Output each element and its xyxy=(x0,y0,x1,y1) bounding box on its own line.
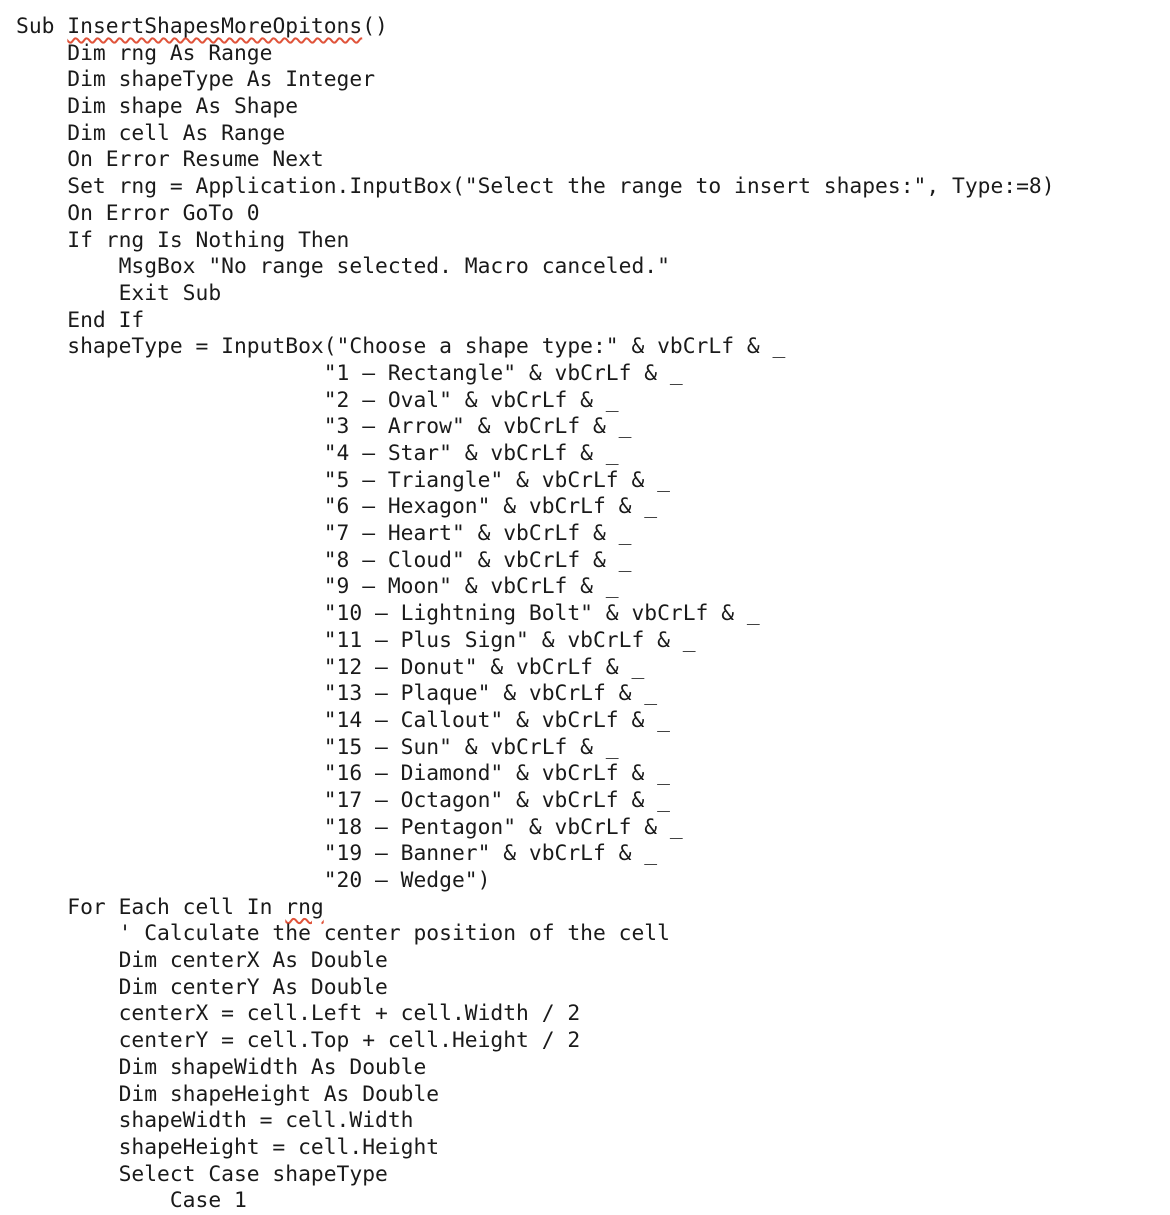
code-line: "11 – Plus Sign" & vbCrLf & _ xyxy=(16,627,696,653)
code-line: "3 – Arrow" & vbCrLf & _ xyxy=(16,414,632,440)
spellcheck-marked-word[interactable]: InsertShapesMoreOpitons xyxy=(67,14,363,39)
code-line: MsgBox "No range selected. Macro canceled." xyxy=(16,254,670,280)
code-line: End If xyxy=(16,307,145,333)
code-block[interactable] xyxy=(16,14,1055,1215)
code-line: Select Case shapeType xyxy=(16,1161,388,1187)
code-line: "17 – Octagon" & vbCrLf & _ xyxy=(16,787,670,813)
code-line: For Each cell In rng xyxy=(16,894,324,920)
code-line: shapeType = InputBox("Choose a shape type:" & vbCrLf & _ xyxy=(16,334,786,360)
code-line: Dim shapeType As Integer xyxy=(16,67,376,93)
code-line: shapeWidth = cell.Width xyxy=(16,1108,414,1134)
code-line: Exit Sub xyxy=(16,280,222,306)
code-line: On Error GoTo 0 xyxy=(16,200,260,226)
code-line: Dim cell As Range xyxy=(16,120,286,146)
code-line: Dim centerX As Double xyxy=(16,948,388,974)
code-line: "1 – Rectangle" & vbCrLf & _ xyxy=(16,360,683,386)
code-line: "15 – Sun" & vbCrLf & _ xyxy=(16,734,619,760)
code-line: "6 – Hexagon" & vbCrLf & _ xyxy=(16,494,658,520)
code-line: "14 – Callout" & vbCrLf & _ xyxy=(16,707,670,733)
code-line: If rng Is Nothing Then xyxy=(16,227,350,253)
code-line: Dim shape As Shape xyxy=(16,94,299,120)
code-line: "5 – Triangle" & vbCrLf & _ xyxy=(16,467,670,493)
code-line: Dim shapeHeight As Double xyxy=(16,1081,440,1107)
code-line: ' Calculate the center position of the cell xyxy=(16,921,670,947)
code-line: Sub InsertShapesMoreOpitons() xyxy=(16,14,388,39)
code-line: centerX = cell.Left + cell.Width / 2 xyxy=(16,1001,581,1027)
code-line: On Error Resume Next xyxy=(16,147,324,173)
code-line: Case 1 xyxy=(16,1188,247,1214)
code-line: "7 – Heart" & vbCrLf & _ xyxy=(16,521,632,547)
code-line: "2 – Oval" & vbCrLf & _ xyxy=(16,387,619,413)
code-line: "16 – Diamond" & vbCrLf & _ xyxy=(16,761,670,787)
code-line: centerY = cell.Top + cell.Height / 2 xyxy=(16,1028,581,1054)
code-line: "13 – Plaque" & vbCrLf & _ xyxy=(16,681,658,707)
code-line: "9 – Moon" & vbCrLf & _ xyxy=(16,574,619,600)
code-line: shapeHeight = cell.Height xyxy=(16,1134,440,1160)
spellcheck-marked-word[interactable]: rng xyxy=(285,894,324,920)
code-line: Set rng = Application.InputBox("Select the range to insert shapes:", Type:=8) xyxy=(16,174,1055,200)
code-line: Dim rng As Range xyxy=(16,40,273,66)
code-line: "18 – Pentagon" & vbCrLf & _ xyxy=(16,814,683,840)
code-line: "19 – Banner" & vbCrLf & _ xyxy=(16,841,658,867)
code-line: Dim centerY As Double xyxy=(16,974,388,1000)
code-line: "10 – Lightning Bolt" & vbCrLf & _ xyxy=(16,601,760,627)
code-line: "20 – Wedge") xyxy=(16,868,491,893)
code-line: Dim shapeWidth As Double xyxy=(16,1054,427,1080)
code-line: "4 – Star" & vbCrLf & _ xyxy=(16,441,619,466)
code-line: "12 – Donut" & vbCrLf & _ xyxy=(16,654,645,680)
code-line: "8 – Cloud" & vbCrLf & _ xyxy=(16,547,632,573)
